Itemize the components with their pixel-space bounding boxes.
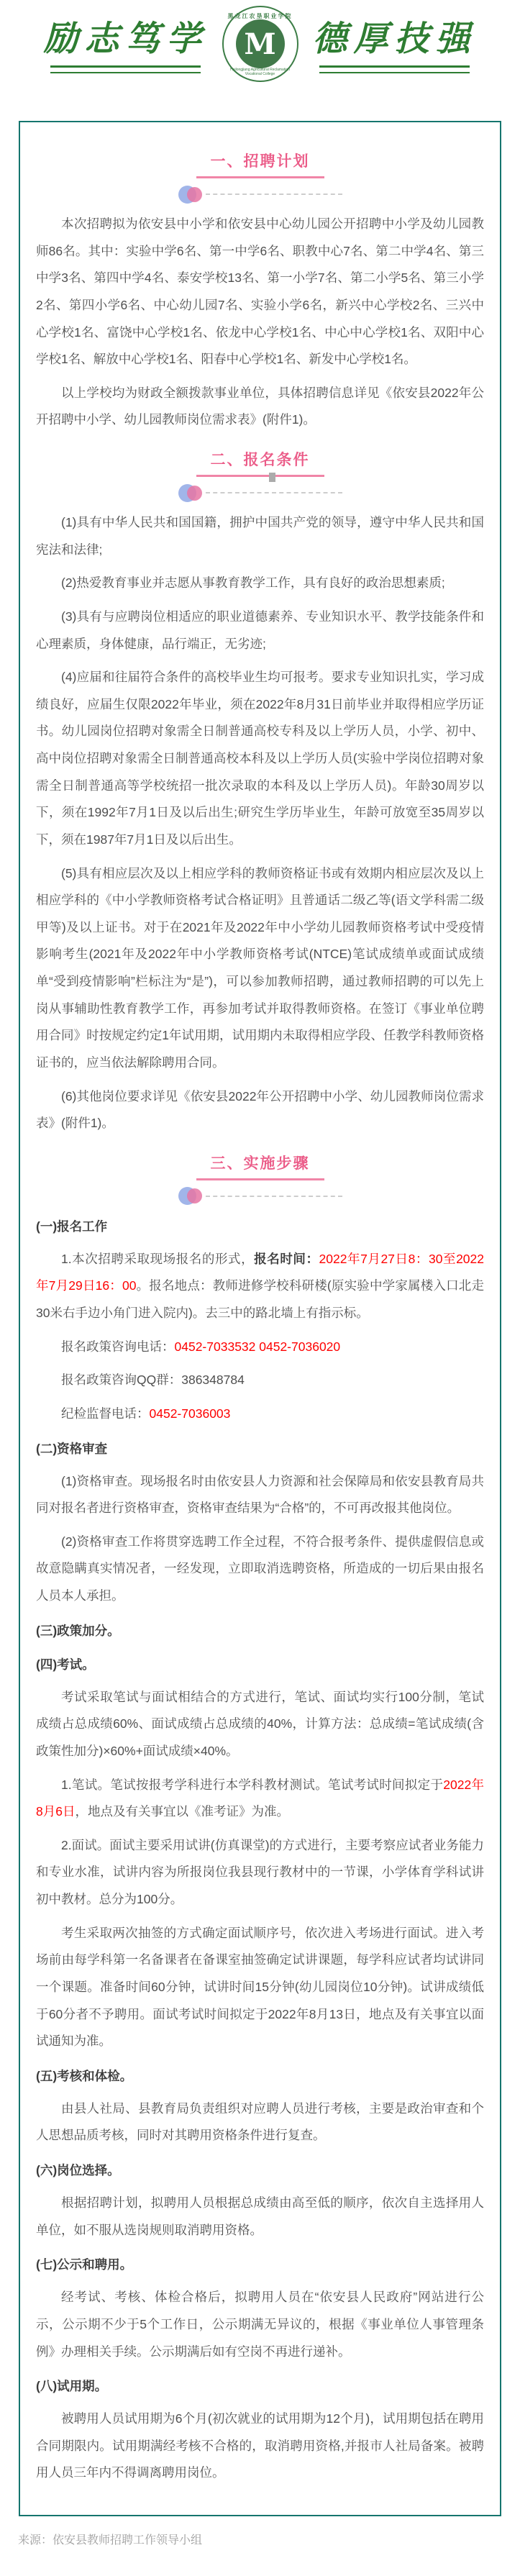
motto-left-underline xyxy=(50,65,201,73)
paragraph xyxy=(36,380,484,434)
subsection-heading: (四)考试。 xyxy=(36,1657,95,1672)
subsection-heading: (六)岗位选择。 xyxy=(36,2163,120,2177)
paragraph xyxy=(36,570,484,597)
paragraph xyxy=(36,2095,484,2149)
paragraph xyxy=(36,1083,484,1137)
highlighted-red-text: 2022年8月6日 xyxy=(36,1777,485,1819)
text-run: 报名政策咨询电话： xyxy=(61,1339,175,1354)
section-title-decoration xyxy=(36,483,484,502)
paragraph xyxy=(36,1772,484,1826)
paragraph xyxy=(36,1529,484,1610)
motto-left xyxy=(43,14,207,73)
text-run: ，地点及有关事宜以《准考证》为准。 xyxy=(75,1804,289,1819)
subsection-heading: (五)考核和体检。 xyxy=(36,2068,133,2083)
banner xyxy=(0,0,520,85)
section-title xyxy=(36,150,484,204)
subsection-heading: (一)报名工作 xyxy=(36,1219,108,1234)
highlighted-red-text: 2022年7月27日8：30至2022年7月29日16：00 xyxy=(36,1251,485,1293)
paragraph xyxy=(36,1246,484,1327)
text-run: 报名政策咨询QQ群：386348784 xyxy=(61,1373,245,1388)
text-run: 根据招聘计划，拟聘用人员根据总成绩由高至低的顺序，依次自主选择用人单位，如不服从选岗规则取消聘用资格。 xyxy=(36,2195,484,2237)
section-title-text: 三、实施步骤 xyxy=(196,1152,324,1180)
text-run: 以上学校均为财政全额拨款事业单位，具体招聘信息详见《依安县2022年公开招聘中小学、幼儿园教师岗位需求表》(附件1)。 xyxy=(36,385,484,427)
motto-right-text: 德厚技强 xyxy=(312,19,477,60)
paragraph xyxy=(36,604,484,657)
highlighted-red-text: 0452-7036003 xyxy=(149,1406,231,1421)
paragraph xyxy=(36,2284,484,2365)
paragraph xyxy=(36,509,484,563)
source-line: 来源：依安县教师招聘工作领导小组 xyxy=(18,2534,203,2547)
section-title-text: 一、招聘计划 xyxy=(196,150,324,178)
text-run: 2.面试。面试主要采用试讲(仿真课堂)的方式进行，主要考察应试者业务能力和专业水准，试讲内容为所报岗位我县现行教材中的一节课，小学体育学科试讲初中教材。总分为100分。 xyxy=(36,1837,484,1906)
section-title-decoration xyxy=(36,185,484,204)
motto-right-underline xyxy=(319,65,470,73)
text-run: 。报名地点：教师进修学校科研楼(原实验中学家属楼入口北走30米右手边小角门进入院内)。去三中的路北墙上有指示标。 xyxy=(36,1278,484,1320)
text-run: (1)具有中华人民共和国国籍，拥护中国共产党的领导，遵守中华人民共和国宪法和法律; xyxy=(36,515,484,557)
section-title xyxy=(36,448,484,502)
text-run: (5)具有相应层次及以上相应学科的教师资格证书或有效期内相应层次及以上相应学科的《中小学教师资格考试合格证明》且普通话二级乙等(语文学科需二级甲等)及以上证书。对于在2021年及2022年中小学幼儿园教师资格考试中受疫情影响考生(2021年及2022年中小学教师资格考试(NTCE)笔试成绩单或面试成绩单“受到疫情影响”栏标注为“是”)，可以参加教师招聘，通过教师招聘的可以先上岗从事辅助性教育教学工作，再参加考试并取得教师资格。在签订《事业单位聘用合同》时按规定约定1年试用期，试用期内未取得相应学段、任教学科教师资格证书的，应当依法解除聘用合同。 xyxy=(36,865,484,1070)
paragraph xyxy=(36,1684,484,1765)
paragraph xyxy=(36,1468,484,1522)
paragraph xyxy=(36,211,484,373)
decor-circle-pink-icon xyxy=(187,187,202,202)
paragraph xyxy=(36,664,484,853)
subsection-heading: (八)试用期。 xyxy=(36,2379,108,2394)
decor-circle-pink-icon xyxy=(187,1188,202,1203)
text-run: 考生采取两次抽签的方式确定面试顺序号，依次进入考场进行面试。进入考场前由每学科第一名备课者在备课室抽签确定试讲课题，每学科应试者均试讲同一个课题。准备时间60分钟，试讲时间15分钟(幼儿园岗位10分钟)。试讲成绩低于60分者不予聘用。面试考试时间拟定于2022年8月13日，地点及有关事宜以面试通知为准。 xyxy=(36,1925,484,2049)
highlighted-red-text: 0452-7033532 0452-7036020 xyxy=(174,1339,341,1354)
text-run: 1.本次招聘采取现场报名的形式， xyxy=(61,1251,255,1266)
section-title-decoration xyxy=(36,1187,484,1206)
decor-dashed-line xyxy=(206,492,342,493)
motto-left-text: 励志笃学 xyxy=(43,19,208,60)
text-run: 1.笔试。笔试按报考学科进行本学科教材测试。笔试考试时间拟定于 xyxy=(61,1777,444,1792)
section-title xyxy=(36,1152,484,1206)
logo-monogram: M xyxy=(236,19,285,68)
paragraph xyxy=(36,1334,484,1361)
text-run: 本次招聘拟为依安县中小学和依安县中心幼儿园公开招聘中小学及幼儿园教师86名。其中：实验中学6名、第一中学6名、职教中心7名、第二中学4名、第三中学3名、第四中学4名、泰安学校13名、第一小学7名、第二小学5名、第三小学2名、第四小学6名、中心幼儿园7名、实验小学6名，新兴中心学校2名、三兴中心学校1名、富饶中心学校1名、依龙中心学校1名、中心中心学校1名、双阳中心学校1名、解放中心学校1名、阳春中心学校1名、新发中心学校1名。 xyxy=(36,217,484,367)
text-run: 经考试、考核、体检合格后，拟聘用人员在“依安县人民政府”网站进行公示，公示期不少于5个工作日，公示期满无异议的，根据《事业单位人事管理条例》办理相关手续。公示期满后如有空岗不再进行递补。 xyxy=(36,2290,484,2359)
decor-circle-pink-icon xyxy=(187,486,202,501)
decor-gray-tab xyxy=(269,473,275,482)
article-body xyxy=(36,150,484,2487)
bold-text: 报名时间： xyxy=(254,1251,319,1266)
logo-ring-text-bottom: Heilongjiang Agricultural Reclamation Vocational College xyxy=(230,68,290,76)
paragraph xyxy=(36,2406,484,2487)
text-run: 考试采取笔试与面试相结合的方式进行，笔试、面试均实行100分制，笔试成绩占总成绩60%、面试成绩占总成绩的40%，计算方法：总成绩=笔试成绩(含政策性加分)×60%+面试成绩×40%。 xyxy=(36,1689,484,1758)
logo-ring-text-top: 黑龙江农垦职业学院 xyxy=(227,13,293,19)
text-run: 被聘用人员试用期为6个月(初次就业的试用期为12个月)，试用期包括在聘用合同期限内。试用期满经考核不合格的，取消聘用资格,并报市人社局备案。被聘用人员三年内不得调离聘用岗位。 xyxy=(36,2411,484,2480)
section-title-text: 二、报名条件 xyxy=(196,448,324,477)
text-run: (2)热爱教育事业并志愿从事教育教学工作，具有良好的政治思想素质; xyxy=(61,575,445,591)
article-card xyxy=(19,121,501,2516)
paragraph xyxy=(36,1832,484,1913)
text-run: (6)其他岗位要求详见《依安县2022年公开招聘中小学、幼儿园教师岗位需求表》(附件1)。 xyxy=(36,1088,484,1131)
college-logo-icon xyxy=(222,6,298,82)
paragraph xyxy=(36,2190,484,2244)
subsection-heading: (三)政策加分。 xyxy=(36,1623,120,1638)
text-run: 由县人社局、县教育局负责组织对应聘人员进行考核，主要是政治审查和个人思想品质考核，同时对其聘用资格条件进行复查。 xyxy=(36,2101,484,2143)
text-run: (2)资格审查工作将贯穿选聘工作全过程，不符合报考条件、提供虚假信息或故意隐瞒真实情况者，一经发现，立即取消选聘资格，所造成的一切后果由报名人员本人承担。 xyxy=(36,1534,484,1603)
subsection-heading: (七)公示和聘用。 xyxy=(36,2257,133,2272)
decor-dashed-line xyxy=(206,1196,342,1197)
text-run: (1)资格审查。现场报名时由依安县人力资源和社会保障局和依安县教育局共同对报名者进行资格审查，资格审查结果为“合格”的，不可再改报其他岗位。 xyxy=(36,1473,484,1516)
text-run: 纪检监督电话： xyxy=(61,1406,150,1421)
paragraph xyxy=(36,860,484,1077)
text-run: (4)应届和往届符合条件的高校毕业生均可报考。要求专业知识扎实，学习成绩良好，应届生仅限2022年毕业，须在2022年8月31日前毕业并取得相应学历证书。幼儿园岗位招聘对象需全日制普通高校专科及以上学历人员，小学、初中、高中岗位招聘对象需全日制普通高校本科及以上学历人员(实验中学岗位招聘对象需全日制普通高等学校统招一批次录取的本科及以上学历人员)。年龄30周岁以下，须在1992年7月1日及以后出生;研究生学历毕业生，年龄可放宽至35周岁以下，须在1987年7月1日及以后出生。 xyxy=(36,670,484,847)
paragraph xyxy=(36,1920,484,2055)
paragraph xyxy=(36,1401,484,1428)
motto-right xyxy=(313,14,477,73)
paragraph xyxy=(36,1367,484,1394)
text-run: (3)具有与应聘岗位相适应的职业道德素养、专业知识水平、教学技能条件和心理素质，身体健康，品行端正，无劣迹; xyxy=(36,609,484,651)
decor-dashed-line xyxy=(206,194,342,195)
subsection-heading: (二)资格审查 xyxy=(36,1441,108,1456)
